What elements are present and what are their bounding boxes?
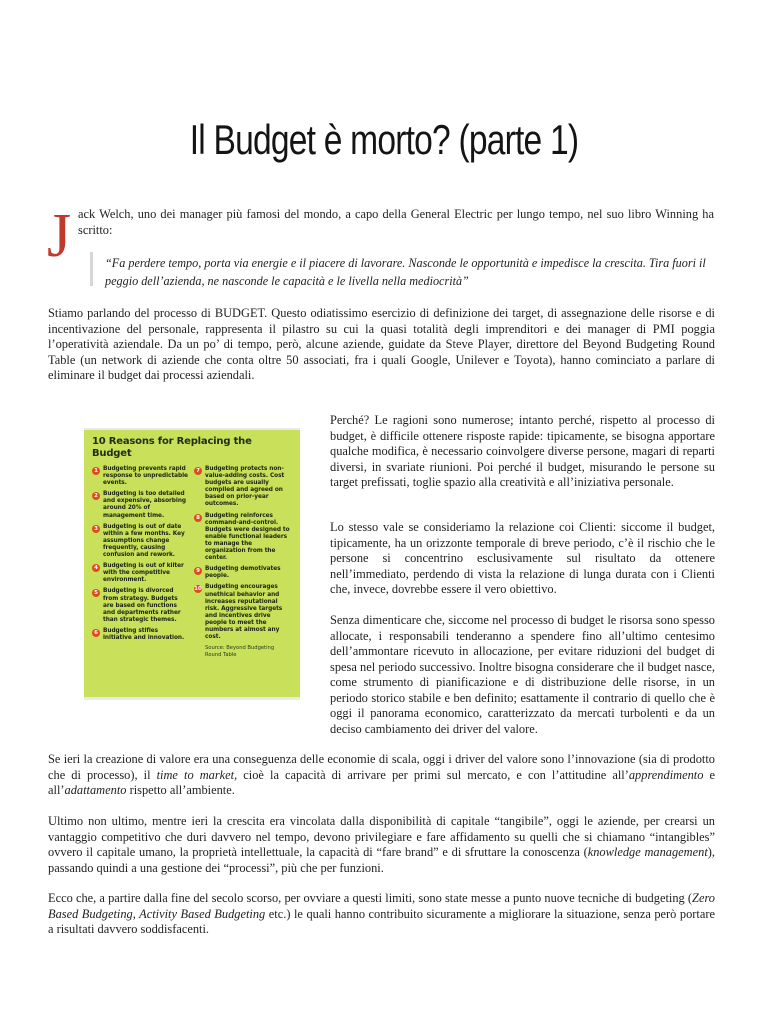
reason-text: Budgeting encourages unethical behavior and increases reputational risk. Aggressive targets and incentives drive people to meet the numbers at almost any cost. <box>205 584 283 641</box>
reason-item <box>92 563 188 584</box>
reason-number: 10 <box>194 586 202 593</box>
quote-bar <box>90 252 93 286</box>
reason-number: 1 <box>92 467 100 475</box>
reasons-figure <box>84 430 300 697</box>
drop-cap: J <box>47 202 72 270</box>
reason-text: Budgeting prevents rapid response to unpredictable events. <box>103 466 188 487</box>
reason-item <box>92 466 188 487</box>
reason-item <box>92 491 188 519</box>
paragraph-clients: Lo stesso vale se consideriamo la relazione coi Clienti: siccome il budget, tipicamente, ha un orizzonte temporale di breve periodo, c’è il rischio che le persone si concentrino esclusivamente sul risultato da ottenere nell’immediato, perdendo di vista la relazione di lunga durata con i Clienti che, invece, dovrebbe essere il vero obiettivo. <box>330 520 715 596</box>
reason-text: Budgeting protects non-value-adding costs. Cost budgets are usually compiled and agreed on based on prior-year outcomes. <box>205 466 285 508</box>
paragraph-allocation: Senza dimenticare che, siccome nel processo di budget le risorsa sono spesso allocate, i responsabili tenderanno a spendere fino all’ultimo centesimo dell’ammontare ricevuto in allocazione, per evitare riduzioni del budget di spesa nel periodo successivo. Inoltre bisogna considerare che il budget nasce, come strumento di pianificazione e di distribuzione delle risorse, in un periodo storico stabile e ben definito; esattamente il contrario di quello che è oggi il panorama economico, caratterizzato da mercati turbolenti e da un deciso cambiamento dei driver del valore. <box>330 613 715 736</box>
paragraph-intangibles: Ultimo non ultimo, mentre ieri la crescita era vincolata dalla disponibilità di capitale “tangibile”, oggi le aziende, per crearsi un vantaggio competitivo che duri davvero nel tempo, devono privilegiare e fare affidamento su quelli che si chiamano “intangibles” ovvero il capitale umano, la proprietà intellettuale, la capacità di “fare brand” e di sfruttare la conoscenza (knowledge management), passando quindi a una gestione dei “processi”, più che per funzioni. <box>48 814 715 875</box>
reason-number: 3 <box>92 525 100 533</box>
paragraph-new-techniques: Ecco che, a partire dalla fine del secolo scorso, per ovviare a questi limiti, sono state messe a punto nuove tecniche di budgeting (Zero Based Budgeting, Activity Based Budgeting etc.) le quali hanno contribuito sicuramente a migliorare la situazione, senza però portare a risultati davvero soddisfacenti. <box>48 891 715 936</box>
paragraph-reasons: Perché? Le ragioni sono numerose; intanto perché, rispetto al processo di budget, è difficile ottenere risposte rapide: tipicamente, se bisogna apportare qualche modifica, è necessario coinvolgere diverse persone, magari di reparti diversi, in svariate riunioni. Poi perché il budget, misurando le persone su target prefissati, toglie spazio alla creatività e all’iniziativa personale. <box>330 413 715 489</box>
reason-text: Budgeting is divorced from strategy. Budgets are based on functions and departments rather than strategic themes. <box>103 588 181 623</box>
page-title: Il Budget è morto? (parte 1) <box>189 116 579 163</box>
reason-text: Budgeting is too detailed and expensive, absorbing around 20% of management time. <box>103 491 187 519</box>
reason-number: 9 <box>194 567 202 575</box>
reason-number: 6 <box>92 629 100 637</box>
reason-item <box>194 584 290 641</box>
intro-paragraph: ack Welch, uno dei manager più famosi del mondo, a capo della General Electric per lungo tempo, nel suo libro Winning ha scritto: <box>78 207 714 237</box>
reason-text: Budgeting demotivates people. <box>205 566 281 580</box>
reason-text: Budgeting is out of kilter with the competitive environment. <box>103 563 184 584</box>
reason-item <box>194 513 290 563</box>
reason-item <box>92 628 188 642</box>
reason-text: Budgeting is out of date within a few months. Key assumptions change frequently, causing confusion and rework. <box>103 523 185 559</box>
reason-text: Budgeting reinforces command-and-control. Budgets were designed to enable functional leaders to manage the organization from the center. <box>205 512 290 562</box>
reason-number: 8 <box>194 514 202 522</box>
paragraph-value-drivers: Se ieri la creazione di valore era una conseguenza delle economie di scala, oggi i driver del valore sono l’innovazione (sia di prodotto che di processo), il time to market, cioè la capacità di arrivare per primi sul mercato, e con l’attitudine all’apprendimento e all’adattamento rispetto all’ambiente. <box>48 752 715 797</box>
figure-right-column <box>194 466 290 658</box>
paragraph-budget-process: Stiamo parlando del processo di BUDGET. Questo odiatissimo esercizio di definizione dei target, di assegnazione delle risorse e di incentivazione del personale, rappresenta il pilastro su cui la quasi totalità degli imprenditori e dei manager di PMI poggia l’operatività aziendale. Da un po’ di tempo, però, alcune aziende, guidate da Steve Player, direttore del Beyond Budgeting Round Table (un network di aziende che conta oltre 50 associati, fra i quali Google, Unilever e Toyota), hanno cominciato a parlare di eliminare il budget dai processi aziendali. <box>48 306 715 382</box>
blockquote: “Fa perdere tempo, porta via energie e il piacere di lavorare. Nasconde le opportunità e impedisce la crescita. Tira fuori il peggio dell’azienda, ne nasconde le capacità e le livella nella mediocrità” <box>105 256 706 288</box>
figure-source: Source: Beyond Budgeting Round Table <box>205 645 275 658</box>
reason-number: 7 <box>194 467 202 475</box>
reason-text: Budgeting stifles initiative and innovation. <box>103 627 185 641</box>
reason-number: 4 <box>92 564 100 572</box>
reason-number: 5 <box>92 589 100 597</box>
figure-title: 10 Reasons for Replacing the Budget <box>92 436 252 459</box>
reason-item <box>194 566 290 580</box>
figure-left-column <box>92 466 188 658</box>
reason-item <box>92 524 188 559</box>
reason-item <box>92 588 188 623</box>
reason-item <box>194 466 290 509</box>
reason-number: 2 <box>92 492 100 500</box>
